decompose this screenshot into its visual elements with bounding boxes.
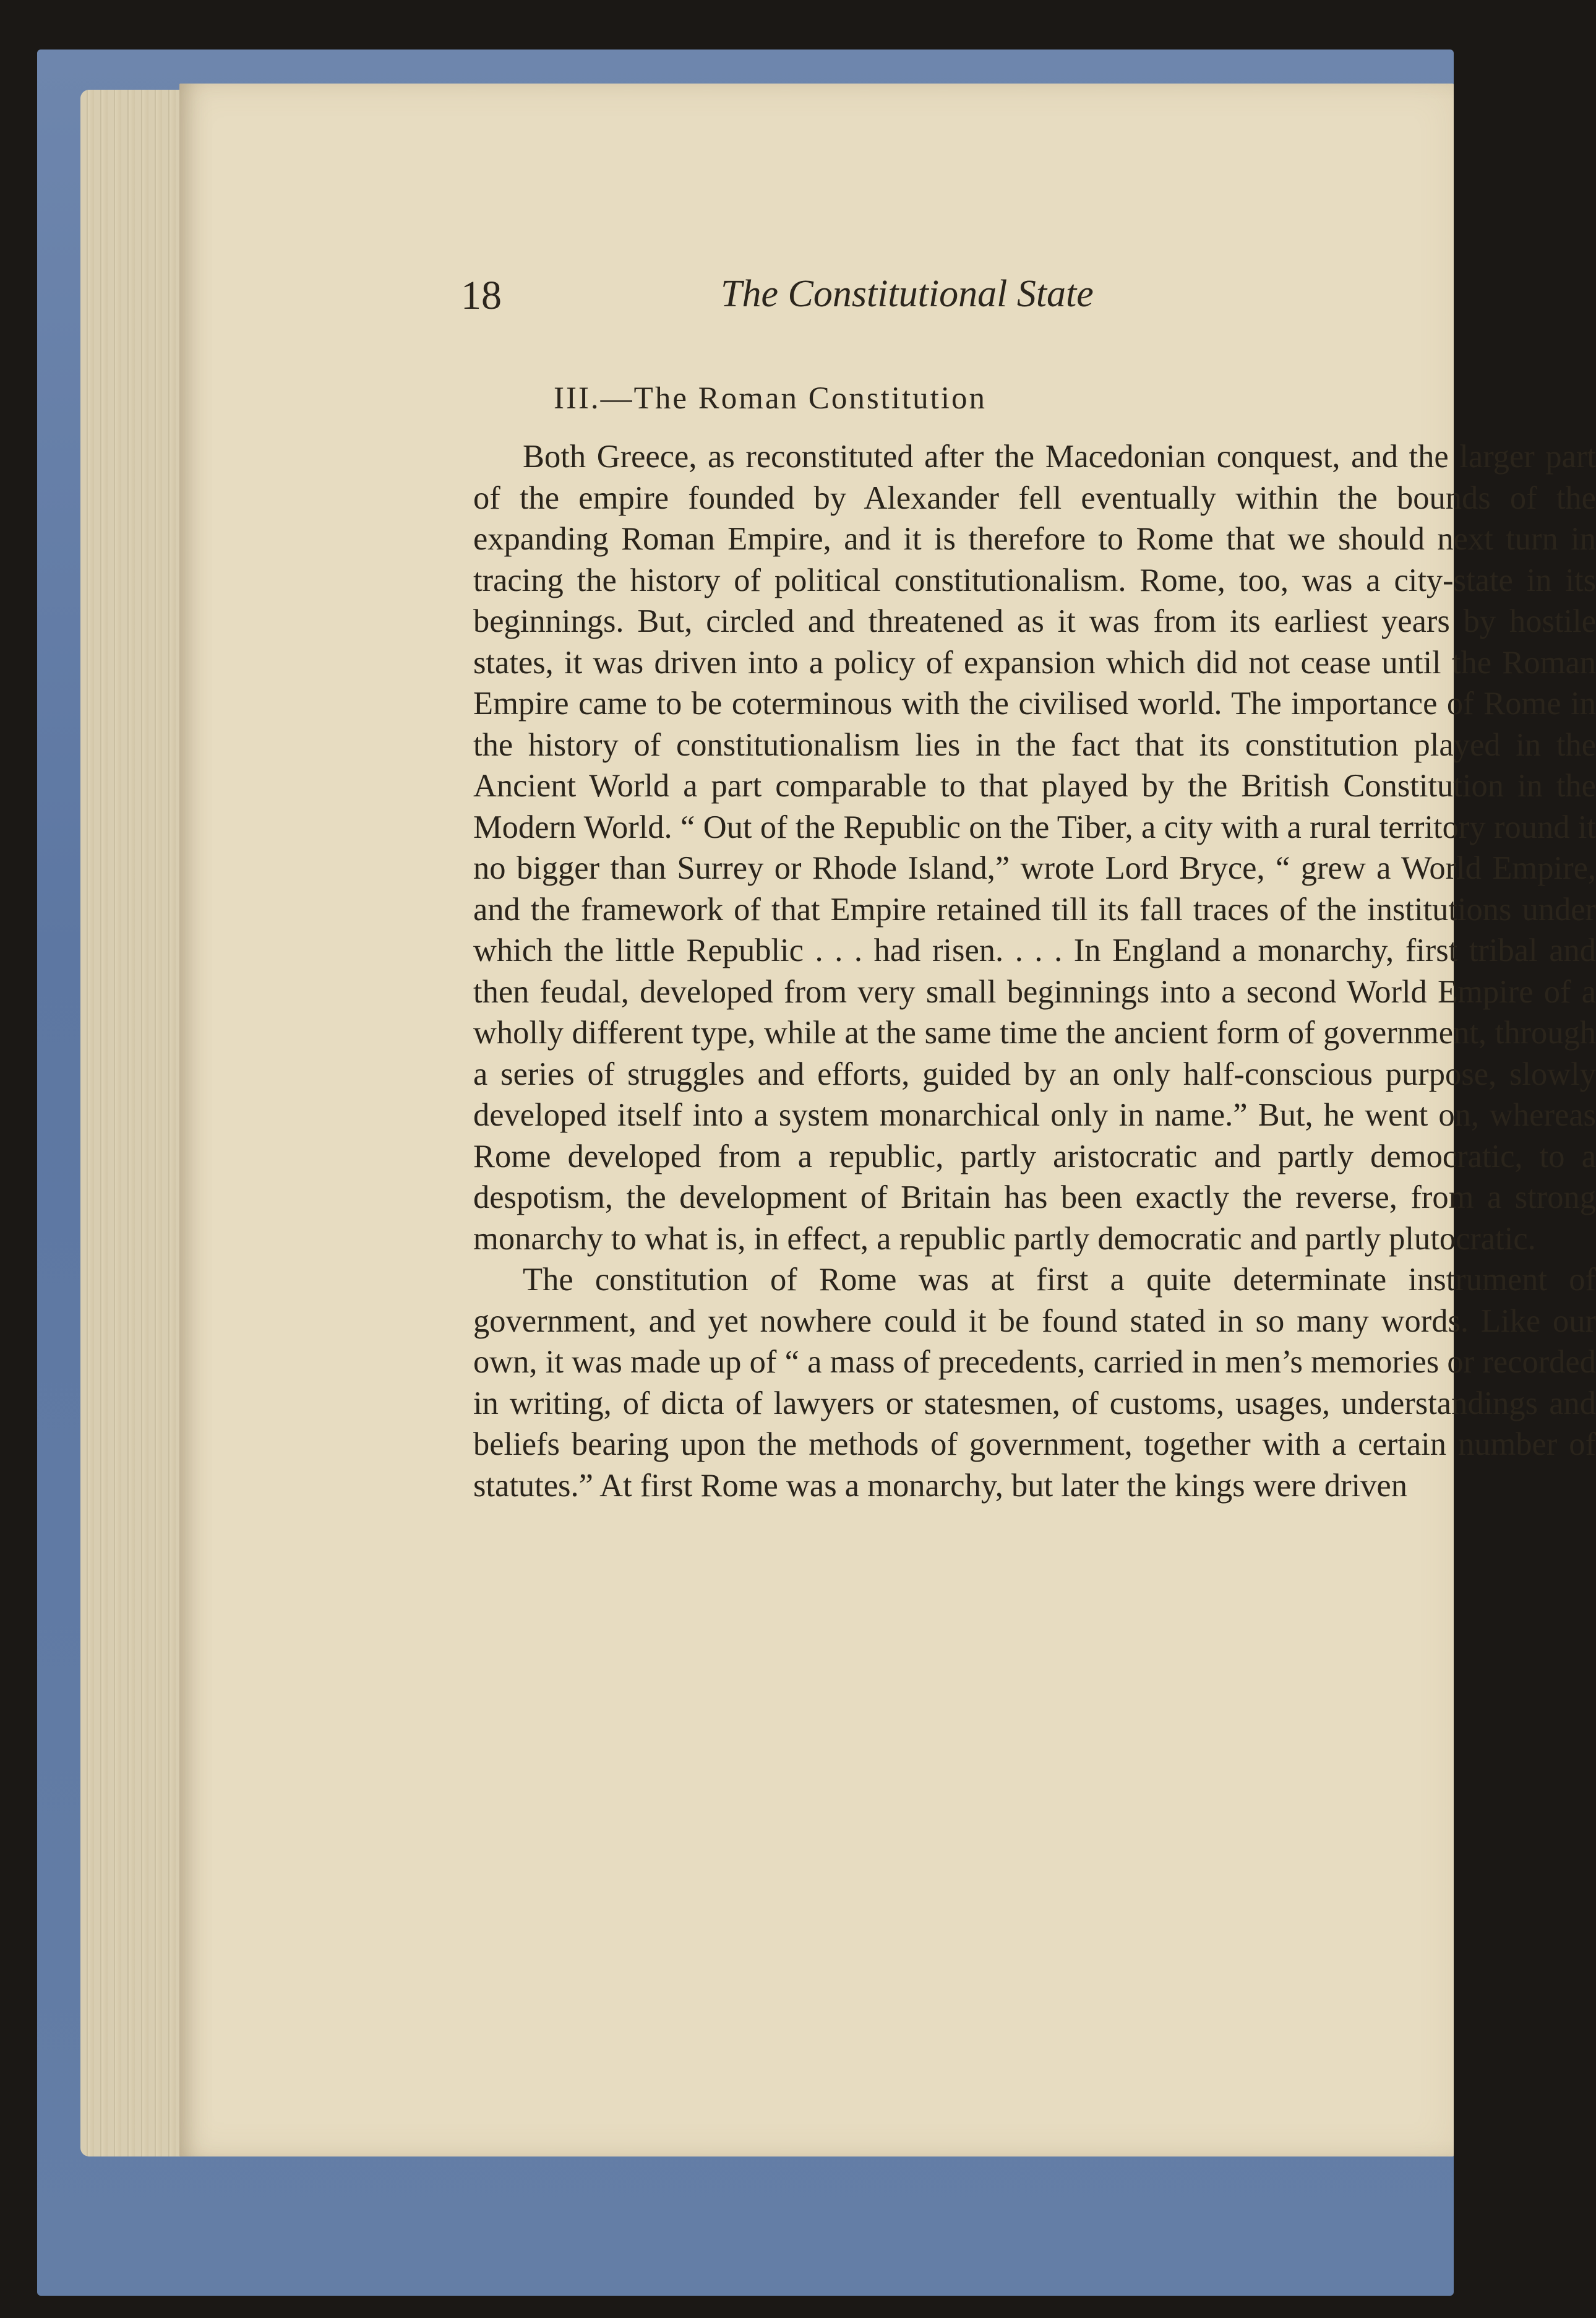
body-text <box>473 436 1596 1506</box>
running-title: The Constitutional State <box>721 273 1094 315</box>
book-page <box>179 84 1596 2156</box>
section-heading: III.—The Roman Constitution <box>553 381 987 416</box>
paragraph-1: Both Greece, as reconstituted after the Macedonian conquest, and the larger part of the empire founded by Alexander fell eventually within the bounds of the expanding Roman Empire, and it is therefore to Rome that we should next turn in tracing the history of political constitutionalism. Rome, too, was a city-state in its beginnings. But, circled and threatened as it was from its earliest years by hostile states, it was driven into a policy of expansion which did not cease until the Roman Empire came to be coterminous with the civilised world. The importance of Rome in the history of constitutionalism lies in the fact that its constitution played in the Ancient World a part comparable to that played by the British Constitution in the Modern World. “ Out of the Republic on the Tiber, a city with a rural territory round it no bigger than Surrey or Rhode Island,” wrote Lord Bryce, “ grew a World Empire, and the framework of that Empire retained till its fall traces of the institutions under which the little Republic . . . had risen. . . . In England a monarchy, first tribal and then feudal, developed from very small beginnings into a second World Empire of a wholly different type, while at the same time the ancient form of government, through a series of struggles and efforts, guided by an only half-conscious purpose, slowly developed itself into a system monarchical only in name.” But, he went on, whereas Rome developed from a republic, partly aristocratic and partly democratic, to a despotism, the development of Britain has been exactly the reverse, from a strong monarchy to what is, in effect, a republic partly democratic and partly plutocratic. <box>473 439 1596 1257</box>
paragraph-2: The constitution of Rome was at first a quite determinate instrument of government, and yet nowhere could it be found stated in so many words. Like our own, it was made up of “ a mass of precedents, carried in men’s memories or recorded in writing, of dicta of lawyers or statesmen, of customs, usages, understandings and beliefs bearing upon the methods of government, together with a certain number of statutes.” At first Rome was a monarchy, but later the kings were driven <box>473 1262 1596 1504</box>
page-header <box>179 272 1454 328</box>
page-number: 18 <box>461 273 502 318</box>
